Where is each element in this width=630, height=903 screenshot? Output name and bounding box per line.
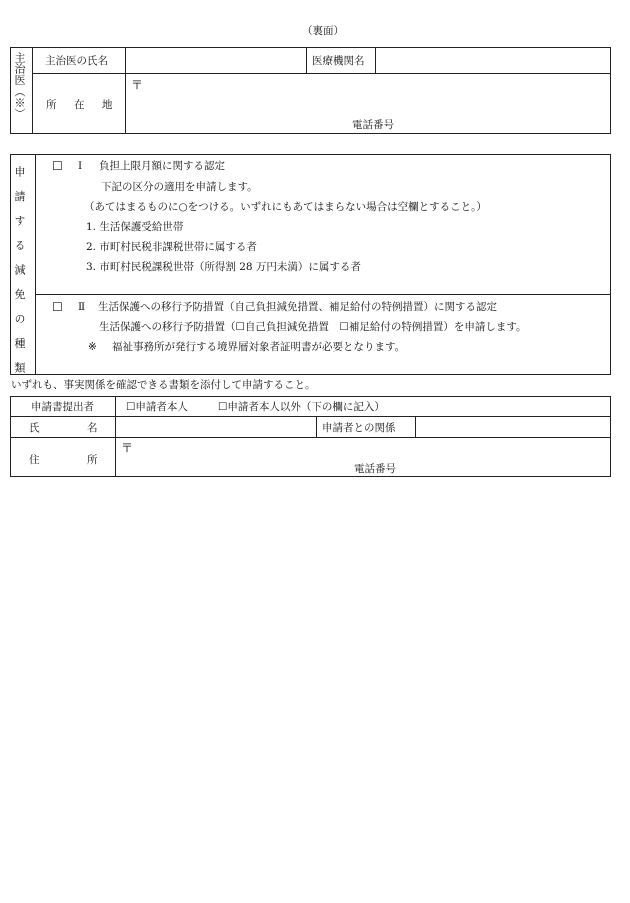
- section2-note-mark: ※: [88, 341, 97, 353]
- section1-line1: 下記の区分の適用を申請します。: [101, 181, 258, 193]
- relation-field[interactable]: [418, 418, 612, 437]
- section1-line2: （あてはまるものに○をつける。いずれにもあてはまらない場合は空欄とすること。）: [84, 201, 487, 213]
- physician-address-label-2: 在: [74, 99, 85, 111]
- physician-label-divider: [125, 47, 126, 134]
- institution-label: 医療機関名: [312, 55, 365, 67]
- submitter-address-field[interactable]: [136, 440, 610, 458]
- section1-title: 負担上限月額に関する認定: [99, 160, 225, 172]
- physician-name-label: 主治医の氏名: [45, 55, 108, 67]
- physician-side-divider: [32, 47, 33, 134]
- submitter-row1-divider: [10, 416, 611, 417]
- submitter-name-field[interactable]: [118, 418, 318, 437]
- section2-line1: 生活保護への移行予防措置（☐自己負担減免措置 ☐補足給付の特例措置）を申請します。: [99, 321, 527, 333]
- page-header: （裏面）: [302, 25, 344, 37]
- application-side-label: 申請する減免の種類: [13, 166, 26, 387]
- section1-numeral: Ⅰ: [78, 160, 83, 172]
- submitter-phone-label: 電話番号: [354, 463, 396, 475]
- relation-label: 申請者との関係: [322, 422, 396, 434]
- section1-item-1[interactable]: 1. 生活保護受給世帯: [86, 221, 184, 233]
- physician-address-label-1: 所: [46, 99, 57, 111]
- submitter-name-label-1: 氏: [29, 422, 40, 434]
- institution-field[interactable]: [378, 49, 613, 73]
- physician-name-field[interactable]: [127, 49, 308, 73]
- physician-side-mark: （※）: [13, 86, 26, 119]
- physician-row-divider: [32, 73, 611, 74]
- institution-label-right-divider: [375, 47, 376, 73]
- relation-right-divider: [415, 416, 416, 437]
- submitter-postal-mark: 〒: [121, 441, 134, 455]
- submitter-name-label-2: 名: [87, 422, 98, 434]
- submitter-address-label-2: 所: [87, 454, 98, 466]
- submitter-phone-field[interactable]: [405, 460, 609, 477]
- physician-postal-mark: 〒: [131, 78, 144, 92]
- physician-address-label-3: 地: [102, 99, 113, 111]
- physician-phone-field[interactable]: [405, 116, 609, 134]
- section1-item-2[interactable]: 2. 市町村民税非課税世帯に属する者: [86, 241, 257, 253]
- submitter-row2-divider: [10, 437, 611, 438]
- submitter-address-label-1: 住: [29, 454, 40, 466]
- section1-checkbox[interactable]: ☐: [52, 159, 63, 173]
- physician-address-field[interactable]: [146, 76, 610, 96]
- section2-numeral: Ⅱ: [78, 301, 86, 313]
- section2-note: 福祉事務所が発行する境界層対象者証明書が必要となります。: [112, 341, 406, 353]
- section1-item-3[interactable]: 3. 市町村民税課税世帯（所得割 28 万円未満）に属する者: [86, 261, 361, 273]
- submitter-option-self[interactable]: ☐申請者本人: [126, 401, 188, 413]
- section2-title: 生活保護への移行予防措置（自己負担減免措置、補足給付の特例措置）に関する認定: [98, 301, 497, 313]
- application-side-divider: [35, 154, 36, 375]
- application-section-divider: [35, 294, 611, 295]
- submitter-note: いずれも、事実関係を確認できる書類を添付して申請すること。: [11, 379, 316, 391]
- physician-phone-label: 電話番号: [352, 119, 394, 131]
- submitter-label-divider: [115, 396, 116, 477]
- physician-side-label: 主治医: [13, 52, 26, 85]
- submitter-label: 申請書提出者: [31, 401, 94, 413]
- section2-checkbox[interactable]: ☐: [52, 300, 63, 314]
- submitter-option-other[interactable]: ☐申請者本人以外（下の欄に記入）: [218, 401, 385, 413]
